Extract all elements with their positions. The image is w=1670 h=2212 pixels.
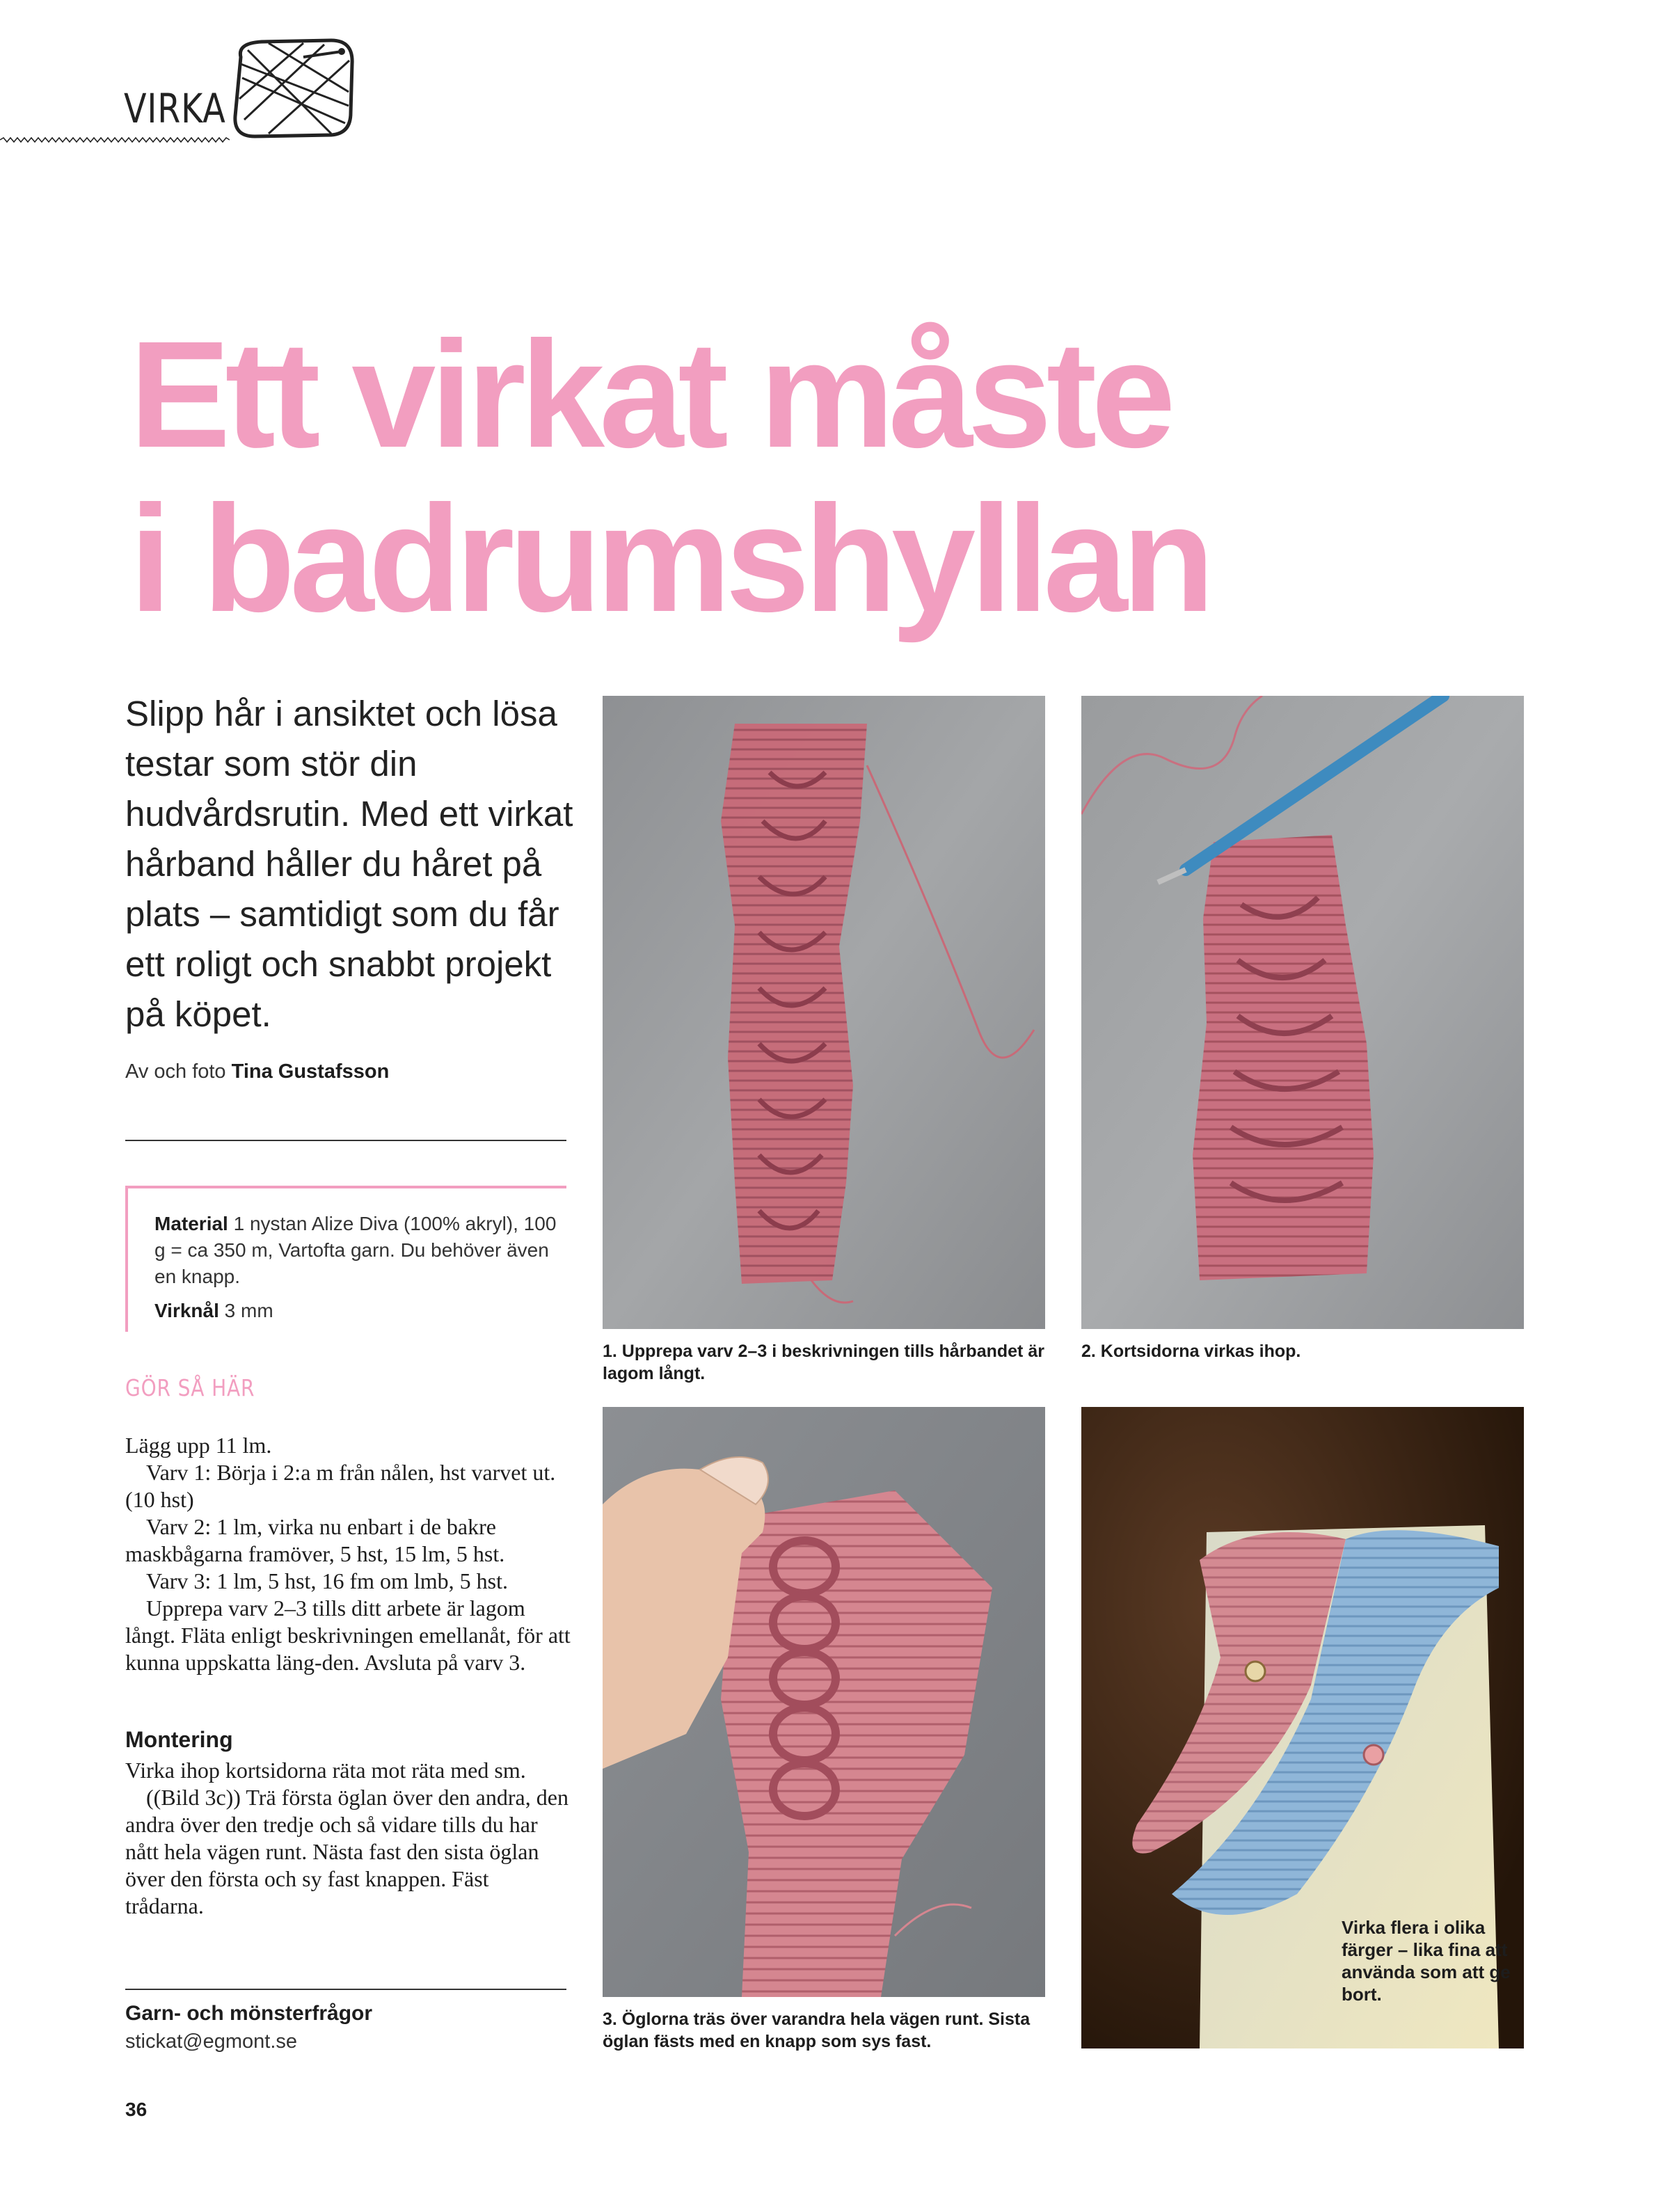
material-text — [154, 1211, 558, 1290]
needle-text — [154, 1300, 273, 1322]
questions-heading: Garn- och mönsterfrågor — [125, 2002, 373, 2025]
instruction-line: Varv 1: Börja i 2:a m från nålen, hst varvet ut. (10 hst) — [125, 1460, 556, 1512]
caption-photo-3: 3. Öglorna träs över varandra hela vägen runt. Sista öglan fästs med en knapp som sys fast. — [603, 2010, 1031, 2051]
material-description: 1 nystan Alize Diva (100% akryl), 100 g = ca 350 m, Vartofta garn. Du behöver även en knapp. — [154, 1213, 557, 1287]
page-number: 36 — [125, 2099, 148, 2120]
title-line-2: i badrumshyllan — [129, 475, 1209, 644]
photo-threading-loops — [603, 1407, 1045, 1997]
instruction-line: Lägg upp 11 lm. — [125, 1433, 272, 1458]
divider — [125, 1140, 566, 1141]
photo-headband-long — [603, 696, 1045, 1329]
article-title — [129, 310, 1591, 644]
instruction-line: Varv 2: 1 lm, virka nu enbart i de bakre maskbågarna framöver, 5 hst, 15 lm, 5 hst. — [125, 1514, 505, 1566]
caption-photo-1: 1. Upprepa varv 2–3 i beskrivningen tills hårbandet är lagom långt. — [603, 1342, 1044, 1383]
caption-photo-4: Virka flera i olika färger – lika fina att använda som att ge bort. — [1342, 1917, 1511, 2005]
needle-size: 3 mm — [218, 1300, 273, 1321]
instruction-line: Upprepa varv 2–3 tills ditt arbete är lagom långt. Fläta enligt beskrivningen emellanåt, för att kunna uppskatta läng-den. Avsluta på varv 3. — [125, 1596, 571, 1675]
yarn-ball-icon — [227, 36, 359, 141]
byline — [125, 1060, 389, 1083]
montering-paragraph: ((Bild 3c)) Trä första öglan över den andra, den andra över den tredje och så vidare tills du har nått hela vägen runt. Nästa fast den sista öglan över den första och sy fast knappen. Fäst trådarna. — [125, 1785, 568, 1918]
questions-email: stickat@egmont.se — [125, 2030, 298, 2053]
material-label: Material — [154, 1213, 228, 1234]
title-line-1: Ett virkat måste — [129, 310, 1170, 479]
intro-text: Slipp hår i ansiktet och lösa testar som stör din hudvårdsrutin. Med ett virkat hårband håller du håret på plats – samtidigt som du får ett roligt och snabbt projekt på köpet. — [125, 694, 573, 1034]
needle-label: Virknål — [154, 1300, 219, 1321]
montering-body — [125, 1757, 571, 1920]
header-zigzag-rule — [0, 136, 230, 143]
byline-prefix: Av och foto — [125, 1060, 232, 1083]
instructions-body — [125, 1432, 571, 1676]
montering-heading: Montering — [125, 1727, 233, 1752]
section-label: VIRKA — [124, 85, 226, 132]
divider — [125, 1989, 566, 1990]
instruction-line: Varv 3: 1 lm, 5 hst, 16 fm om lmb, 5 hst. — [146, 1568, 508, 1593]
byline-author: Tina Gustafsson — [231, 1060, 390, 1083]
photo-sides-joined — [1081, 696, 1524, 1329]
montering-paragraph: Virka ihop kortsidorna räta mot räta med sm. — [125, 1758, 526, 1783]
caption-photo-2: 2. Kortsidorna virkas ihop. — [1081, 1342, 1301, 1361]
instructions-heading: GÖR SÅ HÄR — [125, 1374, 255, 1401]
